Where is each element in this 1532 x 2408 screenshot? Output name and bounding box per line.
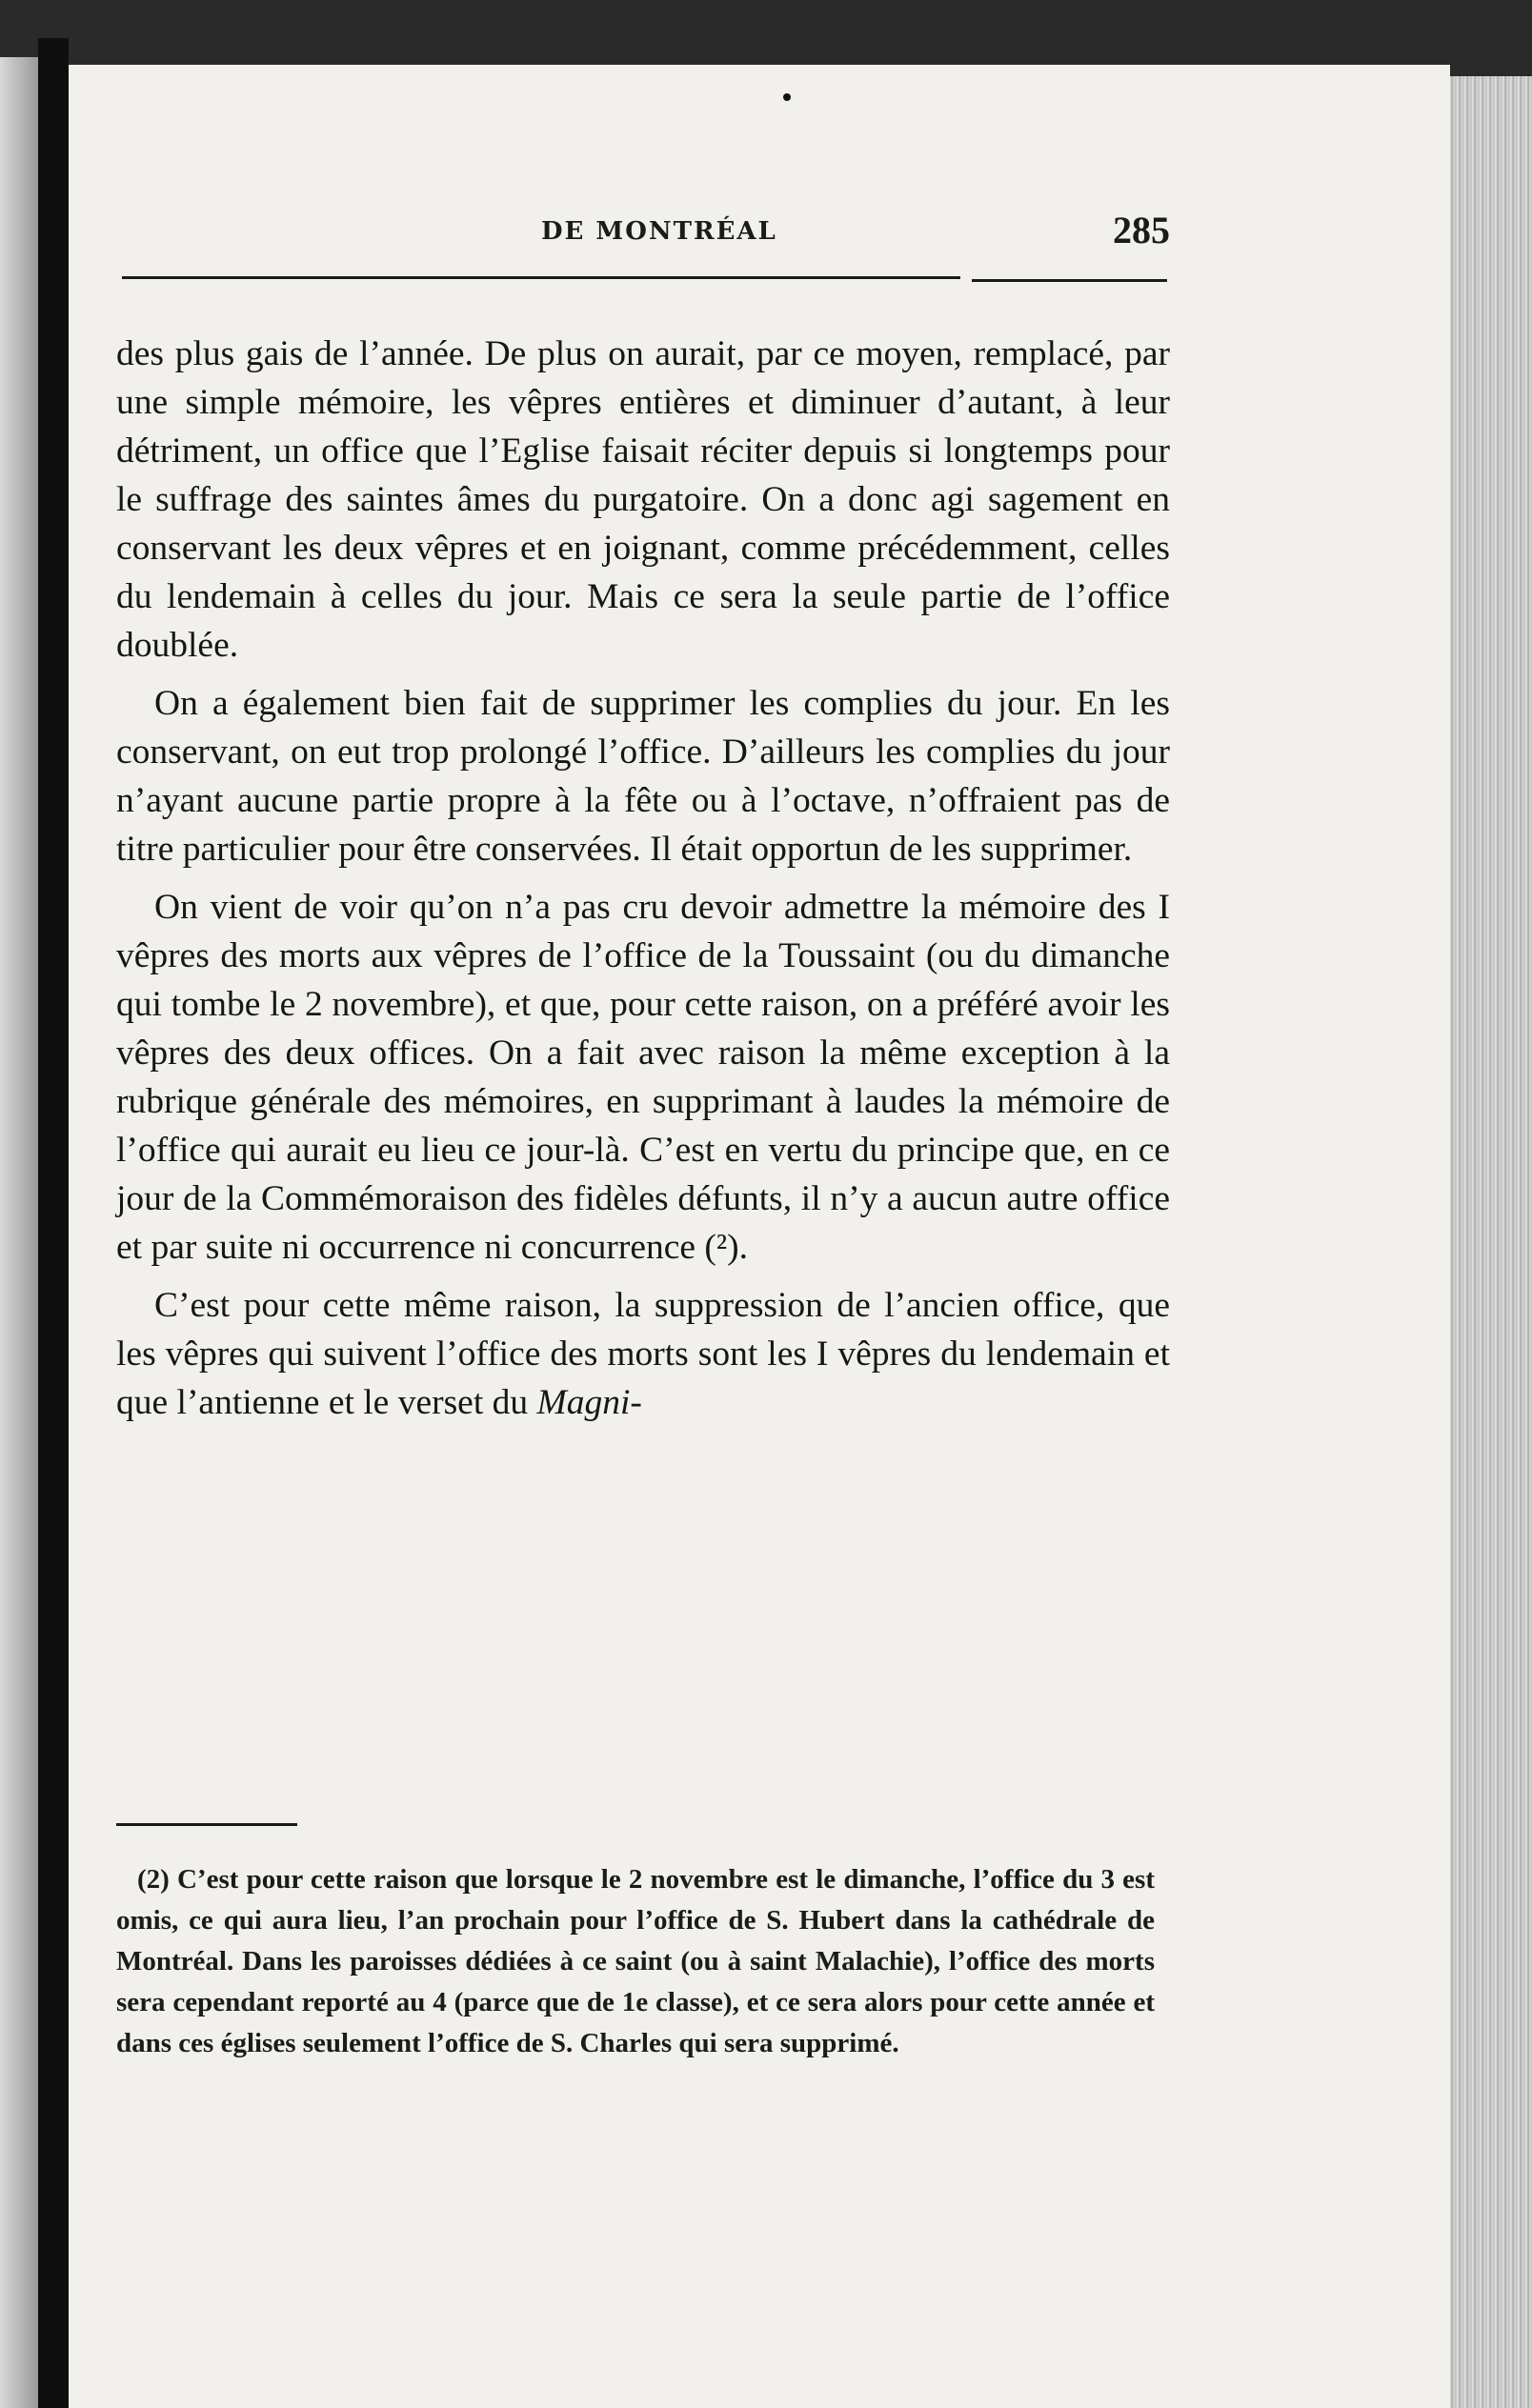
header-rule bbox=[122, 276, 960, 279]
header-rule-short bbox=[972, 279, 1167, 282]
paragraph: On a également bien fait de supprimer les complies du jour. En les conservant, on eut trop prolongé l’office. D’ailleurs les complies du jour n’ayant aucune partie propre à la fête ou à l’octave, n’offraient pas de titre particulier pour être conservées. Il était opportun de les supprimer. bbox=[116, 684, 1170, 869]
footnote: (2) C’est pour cette raison que lorsque le 2 novembre est le dimanche, l’office du 3 est omis, ce qui aura lieu, l’an prochain pour l’office de S. Hubert dans la cathédrale de Montréal. Dans les paroisses dédiées à ce saint (ou à saint Malachie), l’office des morts sera cependant reporté au 4 (parce que de 1e classe), et ce sera alors pour cette année et dans ces églises seulement l’office de S. Charles qui sera supprimé. bbox=[116, 1864, 1155, 2058]
running-title: DE MONTRÉAL bbox=[541, 217, 777, 246]
body-text bbox=[116, 330, 1170, 1436]
paragraph: On vient de voir qu’on n’a pas cru devoir admettre la mémoire des I vêpres des morts aux vêpres de l’office de la Toussaint (ou du dimanche qui tombe le 2 novembre), et que, pour cette raison, on a préféré avoir les vêpres des deux offices. On a fait avec raison la même exception à la rubrique générale des mémoires, en supprimant à laudes la mémoire de l’office qui aurait eu lieu ce jour-là. C’est en vertu du principe que, en ce jour de la Commémoraison des fidèles défunts, il n’y a aucun autre office et par suite ni occurrence ni concurrence (²). bbox=[116, 888, 1170, 1267]
book-gutter bbox=[38, 38, 69, 2408]
footnote-rule bbox=[116, 1823, 297, 1826]
page-stack-edges bbox=[1439, 76, 1532, 2408]
page-number: 285 bbox=[1113, 209, 1170, 251]
ink-speck bbox=[783, 93, 791, 101]
paragraph-last bbox=[116, 1281, 1170, 1427]
page-header bbox=[122, 208, 1170, 274]
paragraph-text: C’est pour cette même raison, la suppression de l’ancien office, que les vêpres qui suivent l’office des morts sont les I vêpres du lendemain et que l’antienne et le verset du bbox=[116, 1286, 1170, 1422]
previous-page-edge bbox=[0, 57, 38, 2408]
paragraph: des plus gais de l’année. De plus on aurait, par ce moyen, remplacé, par une simple mémoire, les vêpres entières et diminuer d’autant, à leur détriment, un office que l’Eglise faisait réciter depuis si longtemps pour le suffrage des saintes âmes du purgatoire. On a donc agi sagement en conservant les deux vêpres et en joignant, comme précédemment, celles du lendemain à celles du jour. Mais ce sera la seule partie de l’office doublée. bbox=[116, 334, 1170, 665]
italic-word: Magni- bbox=[536, 1383, 642, 1422]
